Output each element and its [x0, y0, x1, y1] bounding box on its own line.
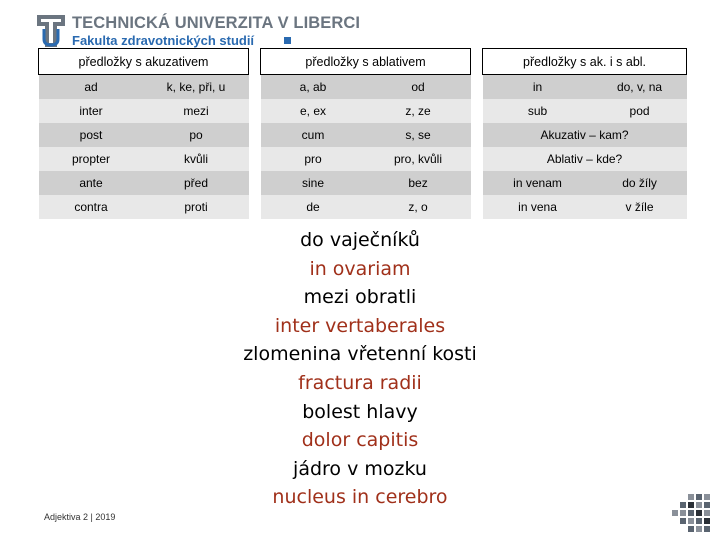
- example-latin: inter vertaberales: [274, 314, 446, 337]
- table-cell-accusative-question: Akuzativ – kam?: [483, 123, 687, 147]
- table-row: [39, 171, 687, 195]
- table-cell: sine: [261, 171, 366, 195]
- table-row: [39, 123, 687, 147]
- table-cell: de: [261, 195, 366, 219]
- table-cell-ablative-question: Ablativ – kde?: [483, 147, 687, 171]
- example-latin: nucleus in cerebro: [272, 486, 448, 509]
- header-both-cases: předložky s ak. i s abl.: [483, 49, 687, 75]
- slide-footer: Adjektiva 2 | 2019: [44, 512, 116, 522]
- table-header-row: [39, 49, 687, 75]
- table-cell: pod: [593, 99, 687, 123]
- table-cell: propter: [39, 147, 144, 171]
- example-czech: do vaječníků: [300, 229, 420, 251]
- example-czech: bolest hlavy: [302, 400, 418, 423]
- example-czech: zlomenina vřetenní kosti: [243, 343, 477, 366]
- table-cell: pro, kvůli: [366, 147, 471, 171]
- table-cell: in venam: [483, 171, 593, 195]
- example-phrases: [225, 226, 495, 512]
- table-cell: ante: [39, 171, 144, 195]
- example-czech: jádro v mozku: [293, 457, 427, 480]
- example-czech: mezi obratli: [303, 286, 417, 309]
- university-logo: [36, 12, 361, 50]
- table-cell: bez: [366, 171, 471, 195]
- table-cell: do, v, na: [593, 75, 687, 100]
- table-cell: contra: [39, 195, 144, 219]
- tul-logo-icon: [36, 15, 66, 47]
- example-latin: in ovariam: [309, 257, 411, 280]
- logo-square-mark: [284, 37, 291, 44]
- faculty-name: Fakulta zdravotnických studií: [72, 33, 255, 48]
- table-cell: od: [366, 75, 471, 100]
- corner-pattern-icon: [660, 494, 710, 534]
- prepositions-table: [38, 48, 687, 219]
- table-cell: inter: [39, 99, 144, 123]
- university-name: TECHNICKÁ UNIVERZITA V LIBERCI: [72, 14, 361, 32]
- example-latin: fractura radii: [298, 371, 422, 394]
- header-ablative: předložky s ablativem: [261, 49, 471, 75]
- table-cell: v žíle: [593, 195, 687, 219]
- table-cell: z, ze: [366, 99, 471, 123]
- table-cell: cum: [261, 123, 366, 147]
- table-cell: in vena: [483, 195, 593, 219]
- table-cell: kvůli: [144, 147, 249, 171]
- table-row: [39, 147, 687, 171]
- header-accusative: předložky s akuzativem: [39, 49, 249, 75]
- table-row: [39, 195, 687, 219]
- table-cell: s, se: [366, 123, 471, 147]
- example-latin: dolor capitis: [301, 429, 419, 452]
- table-cell: pro: [261, 147, 366, 171]
- table-cell: ad: [39, 75, 144, 100]
- table-cell: před: [144, 171, 249, 195]
- table-cell: in: [483, 75, 593, 100]
- table-cell: proti: [144, 195, 249, 219]
- table-row: [39, 75, 687, 100]
- table-cell: k, ke, při, u: [144, 75, 249, 100]
- table-cell: post: [39, 123, 144, 147]
- table-cell: mezi: [144, 99, 249, 123]
- table-cell: z, o: [366, 195, 471, 219]
- table-cell: do žíly: [593, 171, 687, 195]
- table-cell: sub: [483, 99, 593, 123]
- table-row: [39, 99, 687, 123]
- table-cell: e, ex: [261, 99, 366, 123]
- table-cell: a, ab: [261, 75, 366, 100]
- table-cell: po: [144, 123, 249, 147]
